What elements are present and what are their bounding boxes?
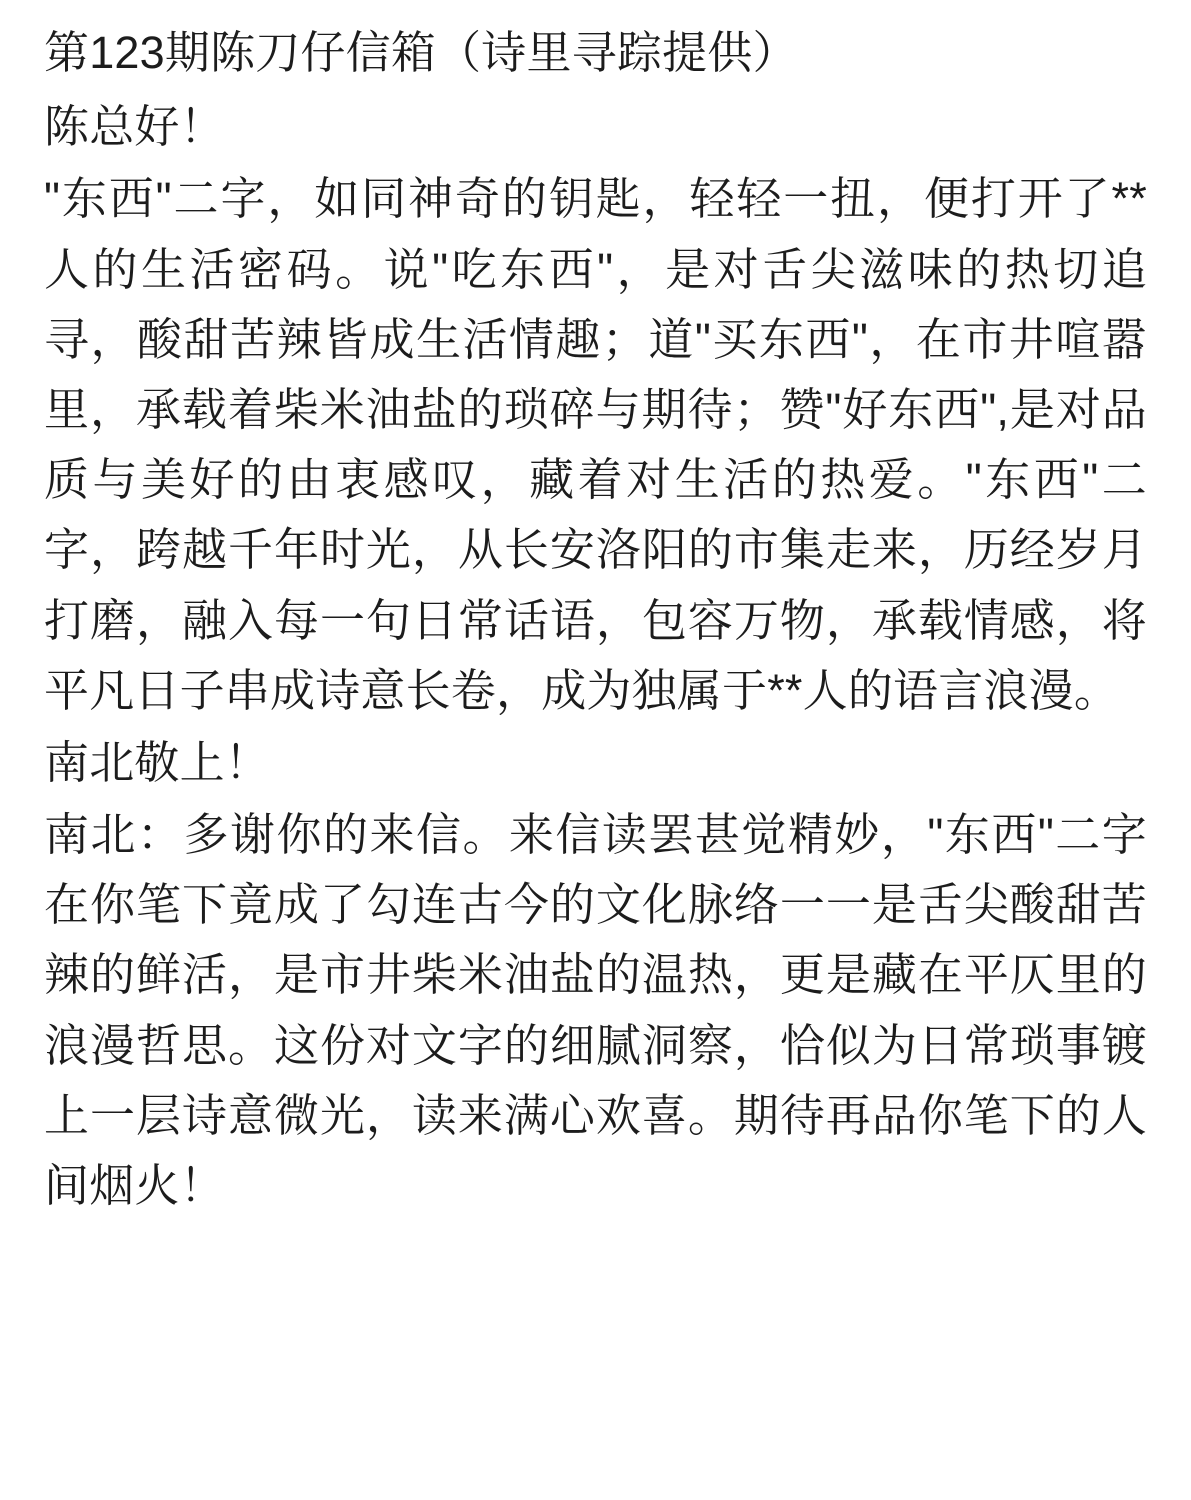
editor-reply: 南北：多谢你的来信。来信读罢甚觉精妙，"东西"二字在你笔下竟成了勾连古今的文化脉络一一是舌尖酸甜苦辣的鲜活，是市井柴米油盐的温热，更是藏在平仄里的浪漫哲思。这份对文字的细腻洞察，恰似为日常琐事镀上一层诗意微光，读来满心欢喜。期待再品你笔下的人间烟火！: [44, 809, 1147, 1211]
page-title: 第123期陈刀仔信箱（诗里寻踪提供）: [44, 27, 798, 78]
letter-body: "东西"二字，如同神奇的钥匙，轻轻一扭，便打开了**人的生活密码。说"吃东西"，是对舌尖滋味的热切追寻，酸甜苦辣皆成生活情趣；道"买东西"，在市井喧嚣里，承载着柴米油盐的琐碎与期待；赞"好东西",是对品质与美好的由衷感叹，藏着对生活的热爱。"东西"二字，跨越千年时光，从长安洛阳的市集走来，历经岁月打磨，融入每一句日常话语，包容万物，承载情感，将平凡日子串成诗意长卷，成为独属于**人的语言浪漫。: [44, 173, 1147, 716]
letter-greeting: 陈总好！: [44, 101, 225, 153]
letter-signoff: 南北敬上！: [44, 736, 271, 788]
